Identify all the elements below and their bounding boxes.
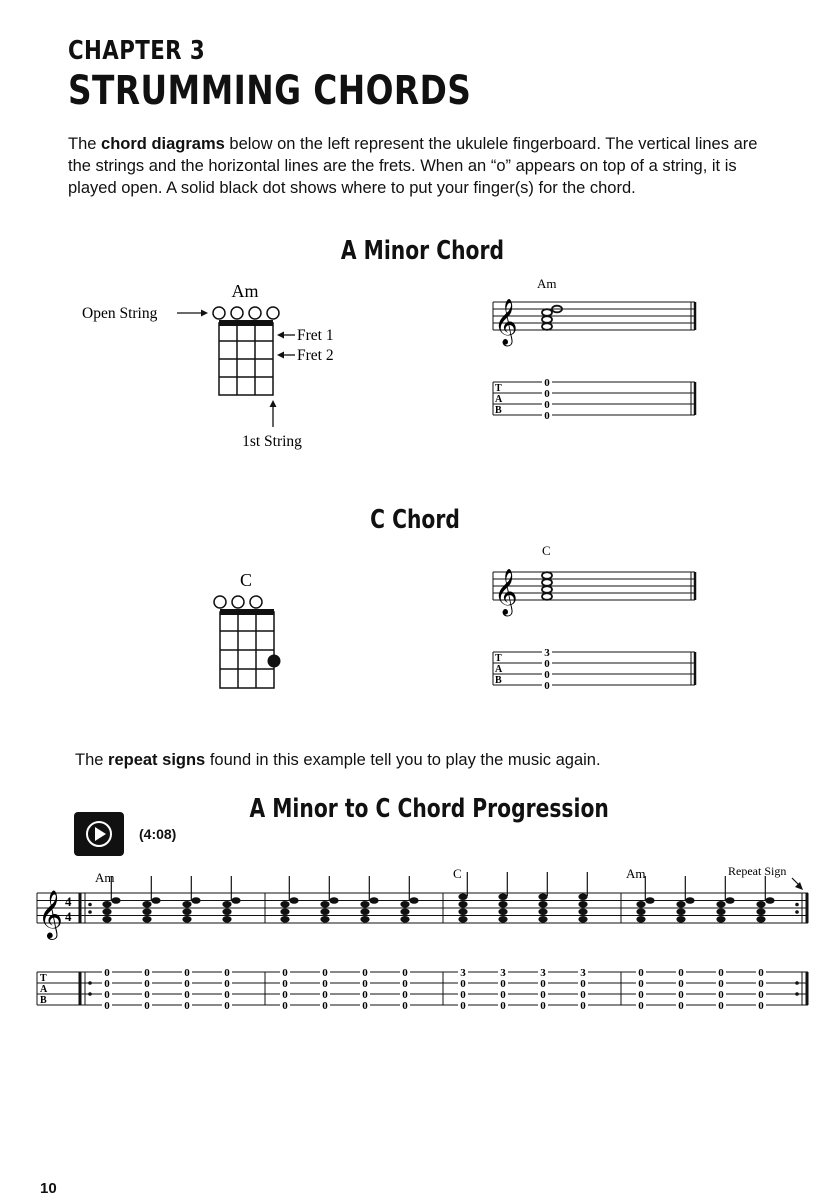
- tab-letter-a: A: [495, 394, 503, 405]
- note-head: [498, 908, 507, 915]
- note-head: [716, 901, 725, 908]
- am-staff-chord-label: Am: [537, 276, 557, 291]
- note-head: [360, 908, 369, 915]
- am-notation: [485, 270, 715, 430]
- tab-number: 0: [718, 1000, 724, 1012]
- tab-number: 0: [638, 978, 644, 990]
- audio-duration: (4:08): [139, 826, 177, 842]
- tab-number: 0: [224, 978, 230, 990]
- repeat-bold-term: repeat signs: [108, 751, 206, 769]
- note-head: [498, 893, 507, 900]
- tab-number: 0: [184, 978, 190, 990]
- tab-number: 0: [460, 1000, 466, 1012]
- note-head: [409, 897, 418, 904]
- repeat-sign-label: Repeat Sign: [728, 864, 787, 878]
- c-staff: [493, 572, 695, 600]
- note-head: [725, 897, 734, 904]
- progression-chord-label: C: [453, 866, 462, 881]
- note-head: [676, 908, 685, 915]
- note-head: [360, 901, 369, 908]
- tab-number: 0: [402, 967, 408, 979]
- note-head: [320, 908, 329, 915]
- tab-number: 0: [460, 978, 466, 990]
- tab-number: 0: [758, 1000, 764, 1012]
- tab-number: 0: [144, 1000, 150, 1012]
- tab-number: 0: [322, 989, 328, 1001]
- tab-number: 0: [718, 978, 724, 990]
- tab-number: 0: [282, 1000, 288, 1012]
- tab-number: 0: [224, 967, 230, 979]
- first-string-label: 1st String: [242, 433, 302, 450]
- note-head: [756, 908, 765, 915]
- note-head: [498, 916, 507, 923]
- progression-chord-labels: [95, 866, 646, 885]
- tab-number: 0: [282, 989, 288, 1001]
- am-tab-numbers: [542, 377, 552, 422]
- tab-number: 0: [104, 967, 110, 979]
- c-chord-heading: C Chord: [370, 505, 460, 535]
- tab-number: 0: [362, 967, 368, 979]
- note-head: [676, 916, 685, 923]
- note-head: [645, 897, 654, 904]
- tab-clef: [495, 383, 503, 416]
- tab-letter-b: B: [495, 405, 502, 416]
- play-triangle-icon: [95, 827, 106, 841]
- note-head: [676, 901, 685, 908]
- open-string-arrow-icon: [177, 310, 208, 317]
- page-number: 10: [40, 1180, 57, 1197]
- first-string-arrow-icon: [270, 400, 277, 427]
- note-head: [578, 908, 587, 915]
- intro-text-start: The: [68, 135, 102, 153]
- note-head: [329, 897, 338, 904]
- note-head: [142, 908, 151, 915]
- progression-heading: A Minor to C Chord Progression: [249, 794, 609, 824]
- note-head: [142, 916, 151, 923]
- tab-number: 0: [104, 989, 110, 1001]
- tab-number: 0: [460, 989, 466, 1001]
- am-tab-number: 0: [544, 388, 550, 400]
- chapter-label: CHAPTER 3: [68, 36, 206, 66]
- tab-number: 0: [184, 989, 190, 1001]
- treble-clef-icon: 𝄞: [494, 569, 518, 614]
- am-chord-heading: A Minor Chord: [340, 236, 504, 266]
- intro-text-rest: below on the left represent the ukulele fingerboard. The vertical lines are the strings and the horizontal lines are the frets. When an “o” appears on top of a string, it is played open. A solid black dot shows where to put your finger(s) for the chord.: [68, 135, 758, 197]
- note-head: [360, 916, 369, 923]
- repeat-dot: [88, 903, 92, 907]
- note-head: [498, 901, 507, 908]
- tab-repeat-dot: [795, 981, 799, 985]
- tab-number: 0: [758, 978, 764, 990]
- note-head: [142, 901, 151, 908]
- note-head: [716, 916, 725, 923]
- tab-number: 0: [758, 967, 764, 979]
- am-diagram-chord-name: Am: [231, 281, 259, 301]
- time-signature-top: 4: [65, 894, 72, 909]
- repeat-text-rest: found in this example tell you to play the music again.: [205, 751, 601, 769]
- open-string-markers: [213, 307, 279, 319]
- note-head: [458, 908, 467, 915]
- note-head: [102, 901, 111, 908]
- tab-number: 0: [104, 1000, 110, 1012]
- c-tab-number: 3: [544, 647, 550, 659]
- note-head: [369, 897, 378, 904]
- tab-number: 3: [580, 967, 586, 979]
- note-head: [280, 901, 289, 908]
- c-fretboard-grid: [220, 609, 274, 688]
- note-head: [636, 908, 645, 915]
- tab-number: 0: [144, 978, 150, 990]
- fretboard-grid: [219, 320, 273, 395]
- c-notation: [485, 540, 715, 700]
- tab-number: 0: [580, 989, 586, 1001]
- c-staff-chord-label: C: [542, 543, 551, 558]
- tab-number: 0: [678, 989, 684, 1001]
- tab-clef: [40, 973, 48, 1006]
- fret2-arrow-icon: [277, 352, 295, 359]
- tab-number: 0: [184, 967, 190, 979]
- am-chord-diagram: [75, 275, 365, 455]
- progression-chord-label: Am: [626, 866, 646, 881]
- tab-number: 0: [500, 989, 506, 1001]
- page-title: STRUMMING CHORDS: [68, 68, 472, 114]
- tab-repeat-dot: [88, 981, 92, 985]
- tab-number: 0: [500, 1000, 506, 1012]
- treble-clef-icon: 𝄞: [38, 892, 63, 938]
- c-tab-numbers: [542, 647, 552, 692]
- note-head: [400, 908, 409, 915]
- am-tab-staff: [493, 382, 695, 415]
- note-head: [458, 901, 467, 908]
- c-tab-number: 0: [544, 658, 550, 670]
- open-string-label: Open String: [82, 305, 158, 322]
- finger-dot: [268, 655, 281, 668]
- tab-number: 0: [144, 989, 150, 1001]
- tab-letter-a: A: [40, 984, 48, 995]
- intro-bold-term: chord diagrams: [101, 135, 225, 153]
- tab-number: 0: [638, 989, 644, 1001]
- tab-number: 0: [678, 967, 684, 979]
- note-head: [280, 916, 289, 923]
- tab-letter-b: B: [40, 995, 47, 1006]
- note-head: [222, 916, 231, 923]
- tab-repeat-dot: [795, 992, 799, 996]
- repeat-sentence: [75, 751, 601, 770]
- tab-letter-t: T: [495, 653, 502, 664]
- intro-paragraph: [68, 133, 768, 199]
- tab-letter-t: T: [495, 383, 502, 394]
- c-open-string-markers: [214, 596, 262, 608]
- c-diagram-chord-name: C: [239, 570, 253, 590]
- progression-chord-label: Am: [95, 870, 115, 885]
- note-head: [320, 901, 329, 908]
- note-head: [280, 908, 289, 915]
- tab-number: 0: [224, 989, 230, 1001]
- tab-number: 0: [322, 967, 328, 979]
- note-head: [716, 908, 725, 915]
- am-tab-number: 0: [544, 410, 550, 422]
- tab-number: 0: [282, 978, 288, 990]
- progression-staff: [37, 893, 808, 923]
- tab-number: 0: [402, 1000, 408, 1012]
- note-head: [182, 901, 191, 908]
- tab-number: 0: [402, 978, 408, 990]
- note-head: [222, 901, 231, 908]
- note-head: [151, 897, 160, 904]
- tab-letter-t: T: [40, 973, 47, 984]
- note-head: [756, 901, 765, 908]
- note-head: [538, 908, 547, 915]
- note-head: [182, 908, 191, 915]
- repeat-sign-arrow-icon: [792, 878, 803, 890]
- note-head: [538, 916, 547, 923]
- tab-number: 0: [638, 1000, 644, 1012]
- progression-tab-staff: [37, 972, 808, 1005]
- note-head: [756, 916, 765, 923]
- tab-number: 0: [184, 1000, 190, 1012]
- tab-number: 0: [500, 978, 506, 990]
- progression-notation: [0, 860, 831, 1030]
- tab-number: 0: [282, 967, 288, 979]
- c-tab-staff: [493, 652, 695, 685]
- note-head: [636, 901, 645, 908]
- note-head: [458, 916, 467, 923]
- note-head: [578, 916, 587, 923]
- tab-number: 3: [460, 967, 466, 979]
- note-head: [400, 916, 409, 923]
- tab-number: 0: [638, 967, 644, 979]
- tab-number: 0: [362, 989, 368, 1001]
- am-tab-number: 0: [544, 377, 550, 389]
- tab-number: 0: [322, 1000, 328, 1012]
- repeat-text-start: The: [75, 751, 109, 769]
- note-head: [765, 897, 774, 904]
- play-audio-button[interactable]: [74, 812, 124, 856]
- am-tab-number: 0: [544, 399, 550, 411]
- note-head: [320, 916, 329, 923]
- tab-repeat-dot: [88, 992, 92, 996]
- note-head: [458, 893, 467, 900]
- tab-number: 0: [580, 1000, 586, 1012]
- treble-clef-icon: 𝄞: [494, 299, 518, 344]
- tab-number: 0: [540, 1000, 546, 1012]
- note-head: [191, 897, 200, 904]
- tab-number: 0: [322, 978, 328, 990]
- note-head: [111, 897, 120, 904]
- tab-letter-a: A: [495, 664, 503, 675]
- am-staff: [493, 302, 695, 330]
- note-head: [289, 897, 298, 904]
- tab-number: 0: [758, 989, 764, 1001]
- tab-number: 0: [718, 989, 724, 1001]
- tab-number: 0: [224, 1000, 230, 1012]
- fret2-label: Fret 2: [297, 347, 334, 364]
- tab-number: 0: [580, 978, 586, 990]
- tab-number: 0: [144, 967, 150, 979]
- note-head: [538, 893, 547, 900]
- note-head: [578, 893, 587, 900]
- c-tab-number: 0: [544, 669, 550, 681]
- fret1-label: Fret 1: [297, 327, 334, 344]
- tab-number: 0: [104, 978, 110, 990]
- repeat-dot: [88, 910, 92, 914]
- note-head: [182, 916, 191, 923]
- tab-number: 3: [500, 967, 506, 979]
- note-head: [400, 901, 409, 908]
- tab-number: 0: [718, 967, 724, 979]
- tab-number: 0: [402, 989, 408, 1001]
- note-head: [102, 908, 111, 915]
- repeat-dot: [795, 903, 799, 907]
- tab-number: 3: [540, 967, 546, 979]
- repeat-dot: [795, 910, 799, 914]
- c-chord-diagram: [205, 568, 295, 693]
- c-tab-number: 0: [544, 680, 550, 692]
- time-signature-bottom: 4: [65, 909, 72, 924]
- note-head: [222, 908, 231, 915]
- tab-number: 0: [540, 989, 546, 1001]
- tab-number: 0: [540, 978, 546, 990]
- note-head: [578, 901, 587, 908]
- note-head: [685, 897, 694, 904]
- tab-number: 0: [362, 1000, 368, 1012]
- tab-number: 0: [678, 978, 684, 990]
- note-head: [538, 901, 547, 908]
- tab-letter-b: B: [495, 675, 502, 686]
- tab-clef: [495, 653, 503, 686]
- tab-number: 0: [678, 1000, 684, 1012]
- fret1-arrow-icon: [277, 332, 295, 339]
- note-head: [102, 916, 111, 923]
- tab-number: 0: [362, 978, 368, 990]
- note-head: [231, 897, 240, 904]
- note-head: [636, 916, 645, 923]
